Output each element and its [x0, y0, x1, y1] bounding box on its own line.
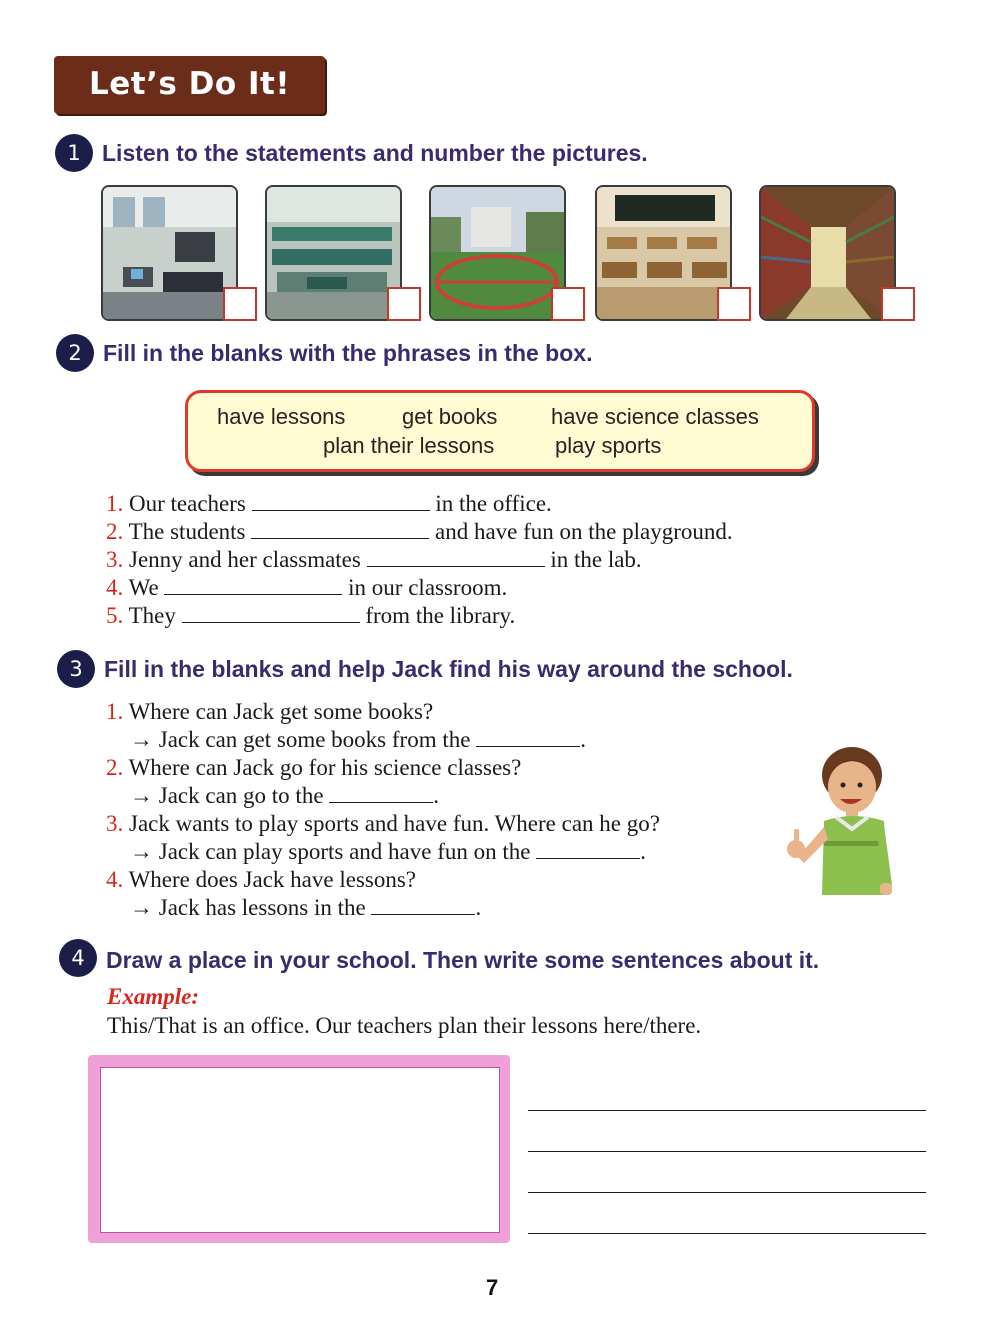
section-3-title: Fill in the blanks and help Jack find his way around the school. — [104, 656, 793, 682]
drawing-frame — [88, 1055, 510, 1243]
section-3-number: 3 — [57, 650, 95, 688]
section-4-number: 4 — [59, 939, 97, 977]
page-number: 7 — [486, 1275, 499, 1300]
answer-blank[interactable] — [252, 490, 430, 511]
picture-3-number-box[interactable] — [551, 287, 585, 321]
computer-room-photo — [101, 185, 238, 321]
question: 4. Where does Jack have lessons? — [106, 867, 416, 892]
classroom-photo — [595, 185, 732, 321]
phrase-item: have lessons — [217, 404, 346, 429]
example-label: Example: — [107, 984, 199, 1009]
arrow-icon: → — [130, 727, 153, 752]
answer-blank[interactable] — [182, 602, 360, 623]
answer-blank[interactable] — [476, 726, 580, 747]
question: 3. Jack wants to play sports and have fun. Where can he go? — [106, 811, 660, 836]
answer-blank[interactable] — [329, 782, 433, 803]
jack-illustration — [780, 745, 895, 910]
phrase-box — [185, 390, 815, 472]
question: 2. Where can Jack go for his science classes? — [106, 755, 522, 780]
answer-blank[interactable] — [371, 894, 475, 915]
answer-blank[interactable] — [164, 574, 342, 595]
section-1-title: Listen to the statements and number the pictures. — [102, 140, 648, 166]
answer-line: → Jack can get some books from the . — [130, 727, 586, 752]
drawing-area[interactable] — [100, 1067, 500, 1233]
fill-item: 2. The students and have fun on the playground. — [106, 519, 733, 544]
section-2-number: 2 — [56, 334, 94, 372]
writing-line[interactable] — [528, 1151, 926, 1152]
arrow-icon: → — [130, 783, 153, 808]
picture-1-number-box[interactable] — [223, 287, 257, 321]
fill-item: 3. Jenny and her classmates in the lab. — [106, 547, 642, 572]
picture-4-number-box[interactable] — [717, 287, 751, 321]
fill-item: 5. They from the library. — [106, 603, 516, 628]
answer-blank[interactable] — [536, 838, 640, 859]
answer-line: → Jack has lessons in the . — [130, 895, 482, 920]
picture-2-number-box[interactable] — [387, 287, 421, 321]
answer-blank[interactable] — [251, 518, 429, 539]
answer-line: → Jack can go to the . — [130, 783, 440, 808]
phrase-item: play sports — [555, 433, 662, 458]
section-2-title: Fill in the blanks with the phrases in the box. — [103, 340, 593, 366]
library-photo — [759, 185, 896, 321]
playground-photo — [429, 185, 566, 321]
arrow-icon: → — [130, 839, 153, 864]
example-text: This/That is an office. Our teachers plan their lessons here/there. — [107, 1013, 702, 1038]
writing-line[interactable] — [528, 1192, 926, 1193]
answer-blank[interactable] — [367, 546, 545, 567]
answer-line: → Jack can play sports and have fun on the . — [130, 839, 646, 864]
banner-title: Let’s Do It! — [89, 66, 290, 102]
fill-item: 1. Our teachers in the office. — [106, 491, 552, 516]
writing-line[interactable] — [528, 1233, 926, 1234]
arrow-icon: → — [130, 895, 153, 920]
phrase-item: plan their lessons — [323, 433, 495, 458]
phrase-item: get books — [402, 404, 498, 429]
picture-5-number-box[interactable] — [881, 287, 915, 321]
writing-line[interactable] — [528, 1110, 926, 1111]
section-4-title: Draw a place in your school. Then write some sentences about it. — [106, 947, 820, 973]
science-lab-photo — [265, 185, 402, 321]
question: 1. Where can Jack get some books? — [106, 699, 434, 724]
lets-do-it-banner — [54, 56, 325, 114]
fill-item: 4. We in our classroom. — [106, 575, 508, 600]
phrase-item: have science classes — [551, 404, 759, 429]
section-1-number: 1 — [55, 134, 93, 172]
